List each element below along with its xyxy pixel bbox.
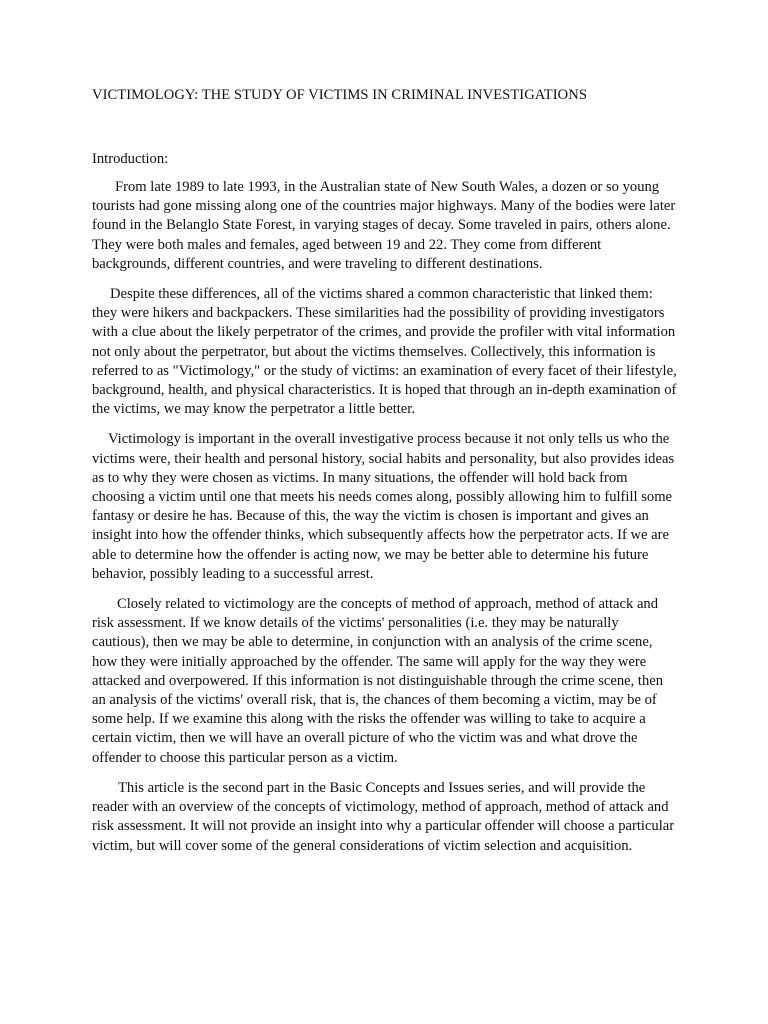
- paragraph: Victimology is important in the overall investigative process because it not only tells us who the victims were, their health and personal history, social habits and personality, but also provides ideas as to why they were chosen as victims. In many situations, the offender will hold back from choosing a victim until one that meets his needs comes along, possibly allowing him to fulfill some fantasy or desire he has. Because of this, the way the victim is chosen is important and gives an insight into how the offender thinks, which subsequently affects how the perpetrator acts. If we are able to determine how the offender is acting now, we may be better able to determine his future behavior, possibly leading to a successful arrest.: [92, 431, 675, 582]
- section-heading-introduction: Introduction:: [92, 151, 169, 167]
- paragraph: Despite these differences, all of the victims shared a common characteristic that linked them: they were hikers and backpackers. These similarities had the possibility of providing investigators with a clue about the likely perpetrator of the crimes, and provide the profiler with vital information not only about the perpetrator, but about the victims themselves. Collectively, this information is referred to as "Victimology," or the study of victims: an examination of every facet of their lifestyle, background, health, and physical characteristics. It is hoped that through an in-depth examination of the victims, we may know the perpetrator a little better.: [92, 286, 677, 418]
- paragraph: Closely related to victimology are the concepts of method of approach, method of attack and risk assessment. If we know details of the victims' personalities (i.e. they may be naturally cautious), then we may be able to determine, in conjunction with an analysis of the crime scene, how they were initially approached by the offender. The same will apply for the way they were attacked and overpowered. If this information is not distinguishable through the crime scene, then an analysis of the victims' overall risk, that is, the chances of them becoming a victim, may be of some help. If we examine this along with the risks the offender was willing to take to acquire a certain victim, then we will have an overall picture of who the victim was and what drove the offender to choose this particular person as a victim.: [92, 596, 664, 766]
- paragraph: From late 1989 to late 1993, in the Australian state of New South Wales, a dozen or so young tourists had gone missing along one of the countries major highways. Many of the bodies were later found in the Belanglo State Forest, in varying stages of decay. Some traveled in pairs, others alone. They were both males and females, aged between 19 and 22. They come from different backgrounds, different countries, and were traveling to different destinations.: [92, 179, 676, 272]
- document-title: VICTIMOLOGY: THE STUDY OF VICTIMS IN CRIMINAL INVESTIGATIONS: [92, 87, 587, 103]
- paragraph: This article is the second part in the Basic Concepts and Issues series, and will provide the reader with an overview of the concepts of victimology, method of approach, method of attack and risk assessment. It will not provide an insight into why a particular offender will choose a particular victim, but will cover some of the general considerations of victim selection and acquisition.: [92, 779, 675, 854]
- document-body: [92, 178, 678, 867]
